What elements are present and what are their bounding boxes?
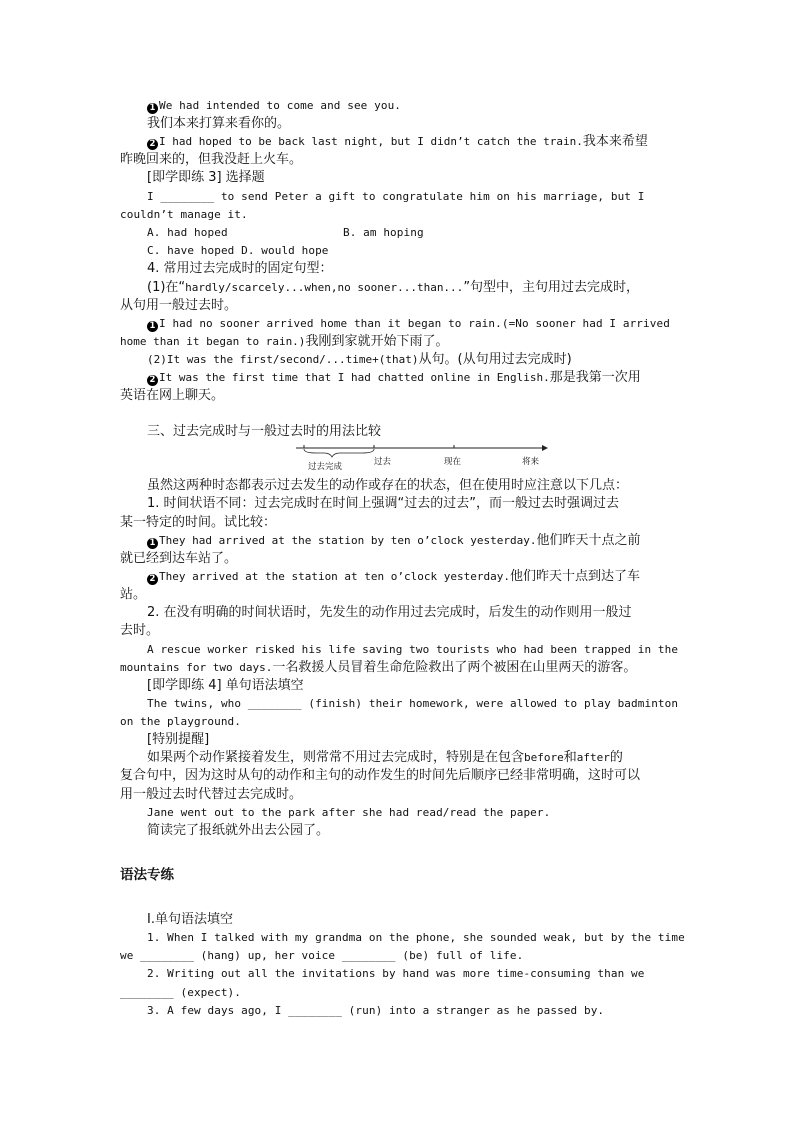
text: (1)在“ [147,280,186,295]
exercise-q3: 3. A few days ago, I ________ (run) into a stranger as he passed by. [147,1004,605,1017]
number-marker: 2 [147,574,158,585]
practice-4-question-cont: on the playground. [120,715,242,728]
example-5 [147,533,641,549]
text: 他们昨天十点到达了车 [510,569,641,584]
text: 和 [563,750,577,765]
exercise-q1-cont: we ________ (hang) up, her voice ________ (be) full of life. [120,949,524,962]
text: 我刚到家就开始下雨了。 [305,334,449,349]
timeline-arrow [542,445,548,451]
timeline-brace [304,449,374,457]
fixed-patterns-title: 4. 常用过去完成时的固定句型： [147,261,333,276]
text: We had intended to come and see you. [159,99,402,112]
example-8: Jane went out to the park after she had read/read the paper. [147,806,551,819]
text: after [576,751,610,764]
example-5-cont: 就已经到达车站了。 [120,551,238,566]
text: 他们昨天十点之前 [536,533,641,548]
text: They arrived at the station at ten o’clock yesterday. [159,570,510,583]
timeline-diagram [296,440,552,479]
example-1-en [147,98,401,114]
point-2: 2. 在没有明确的时间状语时，先发生的动作用过去完成时，后发生的动作则用一般过 [147,605,632,620]
text: mountains for two days. [120,661,273,674]
practice-3-question: I ________ to send Peter a gift to congratulate him on his marriage, but I [147,190,645,203]
option-a: A. had hoped [147,226,228,239]
exercise-q2: 2. Writing out all the invitations by hand was more time-consuming than we [147,967,645,980]
text: hardly/scarcely...when,no sooner...than... [185,281,464,294]
number-marker: 1 [147,103,158,114]
text: I had no sooner arrived home than it began to rain.(=No sooner had I arrived [159,317,670,330]
text: ”句型中，主句用过去完成时， [463,280,640,295]
text: 的 [609,750,623,765]
example-4-cont: 英语在网上聊天。 [120,388,225,403]
text: before [524,751,564,764]
number-marker: 2 [147,139,158,150]
text: 如果两个动作紧接着发生，则常常不用过去完成时，特别是在包含 [147,750,525,765]
exercise-q1: 1. When I talked with my grandma on the phone, she sounded weak, but by the time [147,931,685,944]
text: 我本来希望 [582,134,648,149]
option-c-d: C. have hoped D. would hope [147,244,329,257]
example-3-cont [120,334,448,350]
number-marker: 2 [147,375,158,386]
text: They had arrived at the station by ten o’clock yesterday. [159,534,537,547]
comparison-intro: 虽然这两种时态都表示过去发生的动作或存在的状态，但在使用时应注意以下几点： [147,478,629,493]
text: (2)It was the first/second/...time+(that) [147,353,419,366]
practice-4-question: The twins, who ________ (finish) their homework, were allowed to play badminton [147,697,679,710]
example-6-cont: 站。 [120,587,147,602]
example-6 [147,569,640,585]
example-1-zh: 我们本来打算来看你的。 [147,116,291,131]
point-1: 1. 时间状语不同：过去完成时在时间上强调“过去的过去”，而一般过去时强调过去 [147,496,620,511]
pattern-2 [147,352,572,368]
timeline-svg [296,440,552,474]
text: 一名救援人员冒着生命危险救出了两个被困在山里两天的游客。 [272,660,637,675]
reminder-text-cont-2: 用一般过去时代替过去完成时。 [120,787,303,802]
timeline-label-future: 将来 [522,457,540,467]
practice-3-question-cont: couldn’t manage it. [120,208,248,221]
example-4 [147,370,641,386]
example-2-zh: 昨晚回来的，但我没赶上火车。 [120,152,303,167]
section-3-title: 三、过去完成时与一般过去时的用法比较 [147,424,382,439]
example-7: A rescue worker risked his life saving two tourists who had been trapped in the [147,643,679,656]
practice-3-title: [即学即练 3] 选择题 [147,170,265,185]
pattern-1 [147,280,639,296]
point-2-cont: 去时。 [120,623,160,638]
exercise-q2-cont: ________ (expect). [120,986,242,999]
practice-4-title: [即学即练 4] 单句语法填空 [147,678,304,693]
timeline-label-present: 现在 [444,457,462,467]
pattern-1-cont: 从句用一般过去时。 [120,298,238,313]
text: home than it began to rain.) [120,335,306,348]
timeline-label-past-perfect: 过去完成 [308,462,343,472]
text: I had hoped to be back last night, but I didn’t catch the train. [159,135,583,148]
text: 那是我第一次用 [549,370,641,385]
point-1-cont: 某一特定的时间。试比较： [120,515,277,530]
number-marker: 1 [147,321,158,332]
exercise-1-title: Ⅰ.单句语法填空 [147,912,233,927]
text: It was the first time that I had chatted online in English. [159,371,550,384]
reminder-text [147,750,623,766]
section-heading-grammar-practice: 语法专练 [120,867,174,883]
timeline-label-past: 过去 [374,457,392,467]
example-2 [147,134,648,150]
number-marker: 1 [147,538,158,549]
reminder-text-cont: 复合句中，因为这时从句的动作和主句的动作发生的时间先后顺序已经非常明确，这时可以 [120,768,641,783]
special-reminder-title: [特别提醒] [147,732,210,747]
example-8-zh: 简读完了报纸就外出去公园了。 [147,823,330,838]
example-7-cont [120,660,636,676]
example-3 [147,316,670,332]
text: 从句。(从句用过去完成时) [418,352,572,367]
option-b: B. am hoping [343,226,424,239]
